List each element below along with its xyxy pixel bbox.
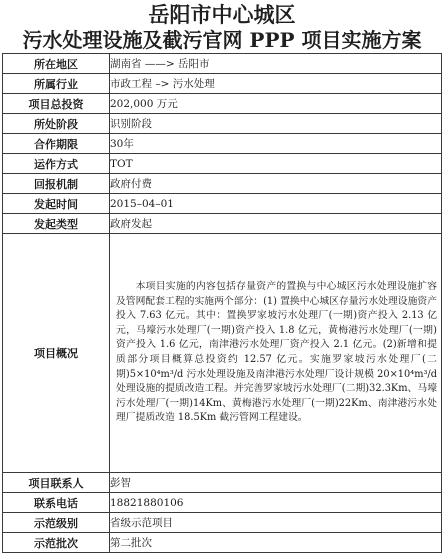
row-demo-batch xyxy=(3,533,442,553)
label-demo-batch: 示范批次 xyxy=(3,533,110,553)
value-region: 湖南省 ——> 岳阳市 xyxy=(110,54,442,74)
label-industry: 所属行业 xyxy=(3,74,110,94)
row-term xyxy=(3,134,442,154)
value-stage: 识别阶段 xyxy=(110,114,442,134)
row-demo-level xyxy=(3,513,442,533)
value-initiation-type: 政府发起 xyxy=(110,214,442,234)
label-initiation-date: 发起时间 xyxy=(3,194,110,214)
label-stage: 所处阶段 xyxy=(3,114,110,134)
row-stage xyxy=(3,114,442,134)
value-return-mechanism: 政府付费 xyxy=(110,174,442,194)
value-contact-phone: 18821880106 xyxy=(110,493,442,513)
row-industry xyxy=(3,74,442,94)
value-demo-level: 省级示范项目 xyxy=(110,513,442,533)
title-line-1: 岳阳市中心城区 xyxy=(148,2,296,27)
row-initiation-type xyxy=(3,214,442,234)
row-project-overview xyxy=(3,234,442,473)
value-operation-mode: TOT xyxy=(110,154,442,174)
row-return-mechanism xyxy=(3,174,442,194)
row-operation-mode xyxy=(3,154,442,174)
label-total-investment: 项目总投资 xyxy=(3,94,110,114)
row-initiation-date xyxy=(3,194,442,214)
value-contact-person: 彭智 xyxy=(110,473,442,493)
value-project-overview: 本项目实施的内容包括存量资产的置换与中心城区污水处理设施扩容及管网配套工程的实施两个部分：(1) 置换中心城区存量污水处理设施资产投入 7.63 亿元。其中：置换罗家坡污水处理厂(一期)资产投入 2.13 亿元，马壕污水处理厂(一期)资产投入 1.8 亿元，黄梅港污水处理厂(一期)资产投入 1.6 亿元，南津港污水处理厂资产投入 2.1 亿元。(2)新增和提质部分项目概算总投资约 12.57 亿元。实施罗家坡污水处理厂(二期)5×10⁴m³/d 污水处理设施及南津港污水处理厂设计规模 20×10⁴m³/d 处理设施的提质改造工程。并完善罗家坡污水处理厂(二期)32.3Km、马壕污水处理厂(一期)14Km、黄梅港污水处理厂(一期)22Km、南津港污水处理厂提质改造 18.5Km 截污管网工程建设。 xyxy=(110,234,442,473)
label-contact-phone: 联系电话 xyxy=(3,493,110,513)
label-contact-person: 项目联系人 xyxy=(3,473,110,493)
label-operation-mode: 运作方式 xyxy=(3,154,110,174)
label-demo-level: 示范级别 xyxy=(3,513,110,533)
value-initiation-date: 2015–04–01 xyxy=(110,194,442,214)
row-region xyxy=(3,54,442,74)
title-line-2: 污水处理设施及截污官网 PPP 项目实施方案 xyxy=(22,28,422,52)
value-demo-batch: 第二批次 xyxy=(110,533,442,553)
label-project-overview: 项目概况 xyxy=(3,234,110,473)
value-total-investment: 202,000 万元 xyxy=(110,94,442,114)
value-term: 30年 xyxy=(110,134,442,154)
label-return-mechanism: 回报机制 xyxy=(3,174,110,194)
info-table xyxy=(2,53,442,553)
row-contact-phone xyxy=(3,493,442,513)
value-industry: 市政工程 –> 污水处理 xyxy=(110,74,442,94)
row-contact-person xyxy=(3,473,442,493)
label-term: 合作期限 xyxy=(3,134,110,154)
label-region: 所在地区 xyxy=(3,54,110,74)
row-total-investment xyxy=(3,94,442,114)
label-initiation-type: 发起类型 xyxy=(3,214,110,234)
